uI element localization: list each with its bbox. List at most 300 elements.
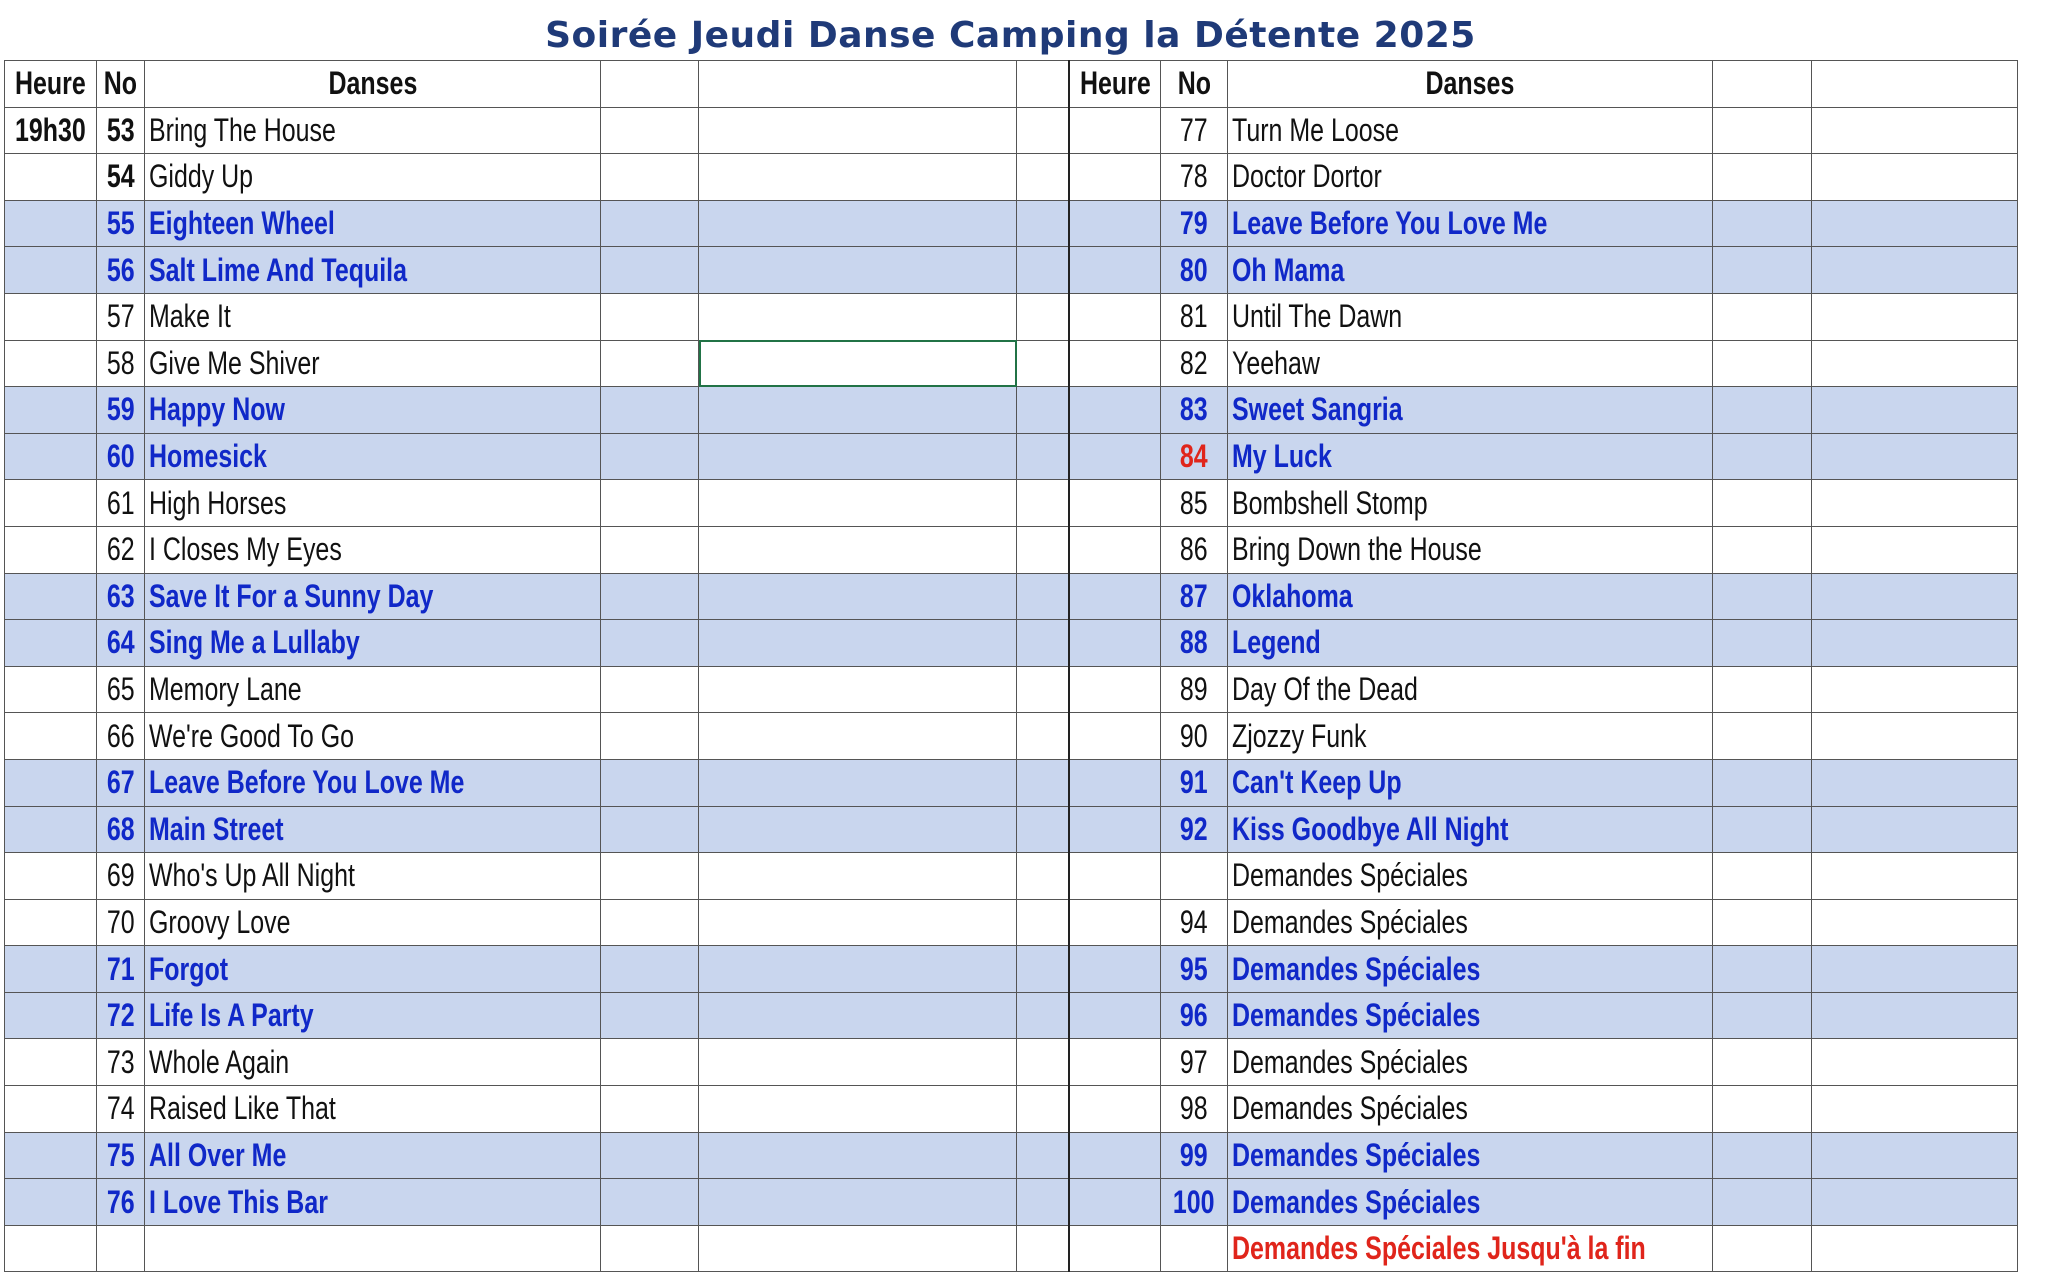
heure-cell-right[interactable] xyxy=(1069,433,1161,480)
number-cell-right[interactable] xyxy=(1161,480,1228,527)
dance-cell[interactable] xyxy=(145,573,601,620)
empty-cell[interactable] xyxy=(1017,713,1069,760)
dance-cell-right-text: Bombshell Stomp xyxy=(1232,484,1428,521)
empty-cell[interactable] xyxy=(601,1225,699,1272)
empty-cell[interactable] xyxy=(699,666,1017,713)
number-cell-right[interactable] xyxy=(1161,340,1228,387)
number-cell[interactable] xyxy=(97,154,145,201)
empty-cell[interactable] xyxy=(1713,1132,1812,1179)
dance-cell-right[interactable] xyxy=(1228,200,1713,247)
empty-cell[interactable] xyxy=(1713,713,1812,760)
heure-cell-right[interactable] xyxy=(1069,666,1161,713)
heure-cell-right[interactable] xyxy=(1069,573,1161,620)
dance-cell[interactable] xyxy=(145,154,601,201)
number-cell[interactable] xyxy=(97,1225,145,1272)
heure-cell[interactable] xyxy=(5,573,97,620)
header-empty-cell[interactable] xyxy=(699,61,1017,108)
empty-cell[interactable] xyxy=(1017,387,1069,434)
header-empty-cell[interactable] xyxy=(1812,61,2018,108)
empty-cell[interactable] xyxy=(1812,713,2018,760)
empty-cell[interactable] xyxy=(1017,899,1069,946)
number-cell[interactable] xyxy=(97,293,145,340)
number-cell[interactable] xyxy=(97,713,145,760)
dance-cell[interactable] xyxy=(145,293,601,340)
heure-cell-right[interactable] xyxy=(1069,992,1161,1039)
heure-cell-right[interactable] xyxy=(1069,620,1161,667)
empty-cell[interactable] xyxy=(601,620,699,667)
number-cell[interactable] xyxy=(97,387,145,434)
empty-cell[interactable] xyxy=(1812,526,2018,573)
empty-cell[interactable] xyxy=(601,1086,699,1133)
heure-cell-right[interactable] xyxy=(1069,107,1161,154)
header-danses-right[interactable]: Danses xyxy=(1228,61,1713,108)
empty-cell[interactable] xyxy=(601,666,699,713)
empty-cell[interactable] xyxy=(1017,759,1069,806)
heure-cell-right[interactable] xyxy=(1069,387,1161,434)
heure-cell-right[interactable] xyxy=(1069,1132,1161,1179)
dance-cell[interactable] xyxy=(145,713,601,760)
heure-cell-right[interactable] xyxy=(1069,806,1161,853)
empty-cell[interactable] xyxy=(1713,806,1812,853)
empty-cell[interactable] xyxy=(601,526,699,573)
heure-cell[interactable] xyxy=(5,992,97,1039)
heure-cell-right[interactable] xyxy=(1069,899,1161,946)
header-no[interactable]: No xyxy=(97,61,145,108)
empty-cell[interactable] xyxy=(699,154,1017,201)
empty-cell[interactable] xyxy=(699,387,1017,434)
heure-cell-right[interactable] xyxy=(1069,713,1161,760)
dance-cell-right-text: Oklahoma xyxy=(1232,577,1353,614)
dance-cell[interactable] xyxy=(145,200,601,247)
empty-cell[interactable] xyxy=(1713,1225,1812,1272)
dance-cell[interactable] xyxy=(145,620,601,667)
empty-cell[interactable] xyxy=(601,387,699,434)
empty-cell[interactable] xyxy=(601,992,699,1039)
empty-cell[interactable] xyxy=(1017,1179,1069,1226)
empty-cell[interactable] xyxy=(1017,806,1069,853)
empty-cell[interactable] xyxy=(601,1132,699,1179)
empty-cell[interactable] xyxy=(1017,154,1069,201)
dance-cell[interactable] xyxy=(145,1132,601,1179)
dance-cell[interactable] xyxy=(145,340,601,387)
dance-cell-right[interactable] xyxy=(1228,992,1713,1039)
dance-cell[interactable] xyxy=(145,946,601,993)
heure-cell-right[interactable] xyxy=(1069,946,1161,993)
empty-cell[interactable] xyxy=(601,154,699,201)
empty-cell[interactable] xyxy=(1812,573,2018,620)
heure-cell[interactable] xyxy=(5,806,97,853)
table-row xyxy=(5,107,2018,154)
empty-cell[interactable] xyxy=(1713,1086,1812,1133)
number-cell-right[interactable] xyxy=(1161,713,1228,760)
empty-cell[interactable] xyxy=(1713,200,1812,247)
empty-cell[interactable] xyxy=(1017,433,1069,480)
empty-cell[interactable] xyxy=(1713,293,1812,340)
number-cell-right[interactable] xyxy=(1161,853,1228,900)
number-cell-right[interactable] xyxy=(1161,387,1228,434)
number-cell[interactable] xyxy=(97,992,145,1039)
empty-cell[interactable] xyxy=(699,293,1017,340)
number-cell[interactable] xyxy=(97,107,145,154)
number-cell-right-text: 89 xyxy=(1180,671,1208,708)
empty-cell[interactable] xyxy=(1017,573,1069,620)
empty-cell[interactable] xyxy=(1812,387,2018,434)
empty-cell[interactable] xyxy=(601,340,699,387)
empty-cell[interactable] xyxy=(699,480,1017,527)
dance-cell[interactable] xyxy=(145,480,601,527)
heure-cell-right[interactable] xyxy=(1069,1179,1161,1226)
empty-cell[interactable] xyxy=(601,1039,699,1086)
dance-cell[interactable] xyxy=(145,899,601,946)
number-cell-right[interactable] xyxy=(1161,946,1228,993)
number-cell-right[interactable] xyxy=(1161,1225,1228,1272)
dance-cell-text: Main Street xyxy=(149,810,284,847)
empty-cell[interactable] xyxy=(1812,759,2018,806)
dance-cell-right[interactable] xyxy=(1228,759,1713,806)
heure-cell[interactable] xyxy=(5,666,97,713)
empty-cell[interactable] xyxy=(601,759,699,806)
number-cell-right-text: 96 xyxy=(1180,997,1208,1034)
empty-cell[interactable] xyxy=(699,200,1017,247)
dance-cell-right-text: Oh Mama xyxy=(1232,251,1345,288)
number-cell[interactable] xyxy=(97,480,145,527)
heure-cell-right[interactable] xyxy=(1069,340,1161,387)
heure-cell[interactable] xyxy=(5,107,97,154)
dance-cell-right[interactable] xyxy=(1228,713,1713,760)
number-cell-right[interactable] xyxy=(1161,992,1228,1039)
dance-cell-right[interactable] xyxy=(1228,293,1713,340)
heure-cell[interactable] xyxy=(5,1225,97,1272)
number-cell-right[interactable] xyxy=(1161,200,1228,247)
number-cell-right[interactable] xyxy=(1161,899,1228,946)
number-cell-right[interactable] xyxy=(1161,154,1228,201)
empty-cell[interactable] xyxy=(1812,340,2018,387)
heure-cell[interactable] xyxy=(5,480,97,527)
dance-cell-right[interactable] xyxy=(1228,526,1713,573)
empty-cell[interactable] xyxy=(601,946,699,993)
dance-cell[interactable] xyxy=(145,853,601,900)
empty-cell[interactable] xyxy=(1812,666,2018,713)
dance-cell-right[interactable] xyxy=(1228,899,1713,946)
dance-cell[interactable] xyxy=(145,806,601,853)
dance-cell-right[interactable] xyxy=(1228,154,1713,201)
empty-cell[interactable] xyxy=(601,713,699,760)
empty-cell[interactable] xyxy=(1017,1086,1069,1133)
heure-cell[interactable] xyxy=(5,713,97,760)
table-row xyxy=(5,247,2018,294)
heure-cell[interactable] xyxy=(5,1132,97,1179)
empty-cell[interactable] xyxy=(699,1179,1017,1226)
number-cell[interactable] xyxy=(97,433,145,480)
dance-cell-right[interactable] xyxy=(1228,1039,1713,1086)
empty-cell[interactable] xyxy=(1812,293,2018,340)
empty-cell[interactable] xyxy=(1017,992,1069,1039)
empty-cell[interactable] xyxy=(1812,806,2018,853)
empty-cell[interactable] xyxy=(1017,1132,1069,1179)
heure-cell[interactable] xyxy=(5,759,97,806)
dance-cell-right[interactable] xyxy=(1228,806,1713,853)
dance-cell-right[interactable] xyxy=(1228,946,1713,993)
number-cell[interactable] xyxy=(97,340,145,387)
dance-cell-text: We're Good To Go xyxy=(149,717,355,754)
dance-cell-right[interactable] xyxy=(1228,387,1713,434)
empty-cell[interactable] xyxy=(601,853,699,900)
empty-cell[interactable] xyxy=(1812,433,2018,480)
empty-cell[interactable] xyxy=(601,107,699,154)
empty-cell[interactable] xyxy=(699,1086,1017,1133)
heure-cell[interactable] xyxy=(5,1039,97,1086)
number-cell[interactable] xyxy=(97,759,145,806)
number-cell[interactable] xyxy=(97,200,145,247)
number-cell[interactable] xyxy=(97,1086,145,1133)
empty-cell[interactable] xyxy=(1713,480,1812,527)
dance-cell[interactable] xyxy=(145,992,601,1039)
empty-cell[interactable] xyxy=(1017,666,1069,713)
empty-cell[interactable] xyxy=(699,573,1017,620)
empty-cell[interactable] xyxy=(699,620,1017,667)
empty-cell[interactable] xyxy=(1812,1179,2018,1226)
empty-cell[interactable] xyxy=(699,247,1017,294)
empty-cell[interactable] xyxy=(1713,853,1812,900)
number-cell[interactable] xyxy=(97,620,145,667)
heure-cell-right[interactable] xyxy=(1069,1086,1161,1133)
number-cell[interactable] xyxy=(97,1179,145,1226)
empty-cell[interactable] xyxy=(1713,526,1812,573)
heure-cell[interactable] xyxy=(5,293,97,340)
number-cell-right[interactable] xyxy=(1161,247,1228,294)
heure-cell[interactable] xyxy=(5,946,97,993)
spreadsheet xyxy=(4,0,2017,1280)
number-cell-right[interactable] xyxy=(1161,433,1228,480)
empty-cell[interactable] xyxy=(1017,853,1069,900)
heure-cell[interactable] xyxy=(5,200,97,247)
empty-cell[interactable] xyxy=(1713,107,1812,154)
empty-cell[interactable] xyxy=(601,433,699,480)
empty-cell[interactable] xyxy=(699,806,1017,853)
number-cell-right[interactable] xyxy=(1161,293,1228,340)
empty-cell[interactable] xyxy=(1812,480,2018,527)
empty-cell[interactable] xyxy=(1812,107,2018,154)
heure-cell-right[interactable] xyxy=(1069,1039,1161,1086)
empty-cell[interactable] xyxy=(1017,200,1069,247)
dance-cell[interactable] xyxy=(145,526,601,573)
number-cell[interactable] xyxy=(97,946,145,993)
empty-cell[interactable] xyxy=(1812,247,2018,294)
dance-cell[interactable] xyxy=(145,1179,601,1226)
empty-cell[interactable] xyxy=(601,1179,699,1226)
dance-cell-right[interactable] xyxy=(1228,573,1713,620)
empty-cell[interactable] xyxy=(1713,433,1812,480)
dance-cell[interactable] xyxy=(145,1039,601,1086)
empty-cell[interactable] xyxy=(1812,154,2018,201)
number-cell[interactable] xyxy=(97,247,145,294)
number-cell-right[interactable] xyxy=(1161,1179,1228,1226)
heure-cell-right[interactable] xyxy=(1069,526,1161,573)
number-cell-right[interactable] xyxy=(1161,759,1228,806)
selected-cell[interactable] xyxy=(699,340,1017,387)
empty-cell[interactable] xyxy=(699,1039,1017,1086)
empty-cell[interactable] xyxy=(1812,620,2018,667)
dance-cell-right[interactable] xyxy=(1228,340,1713,387)
dance-cell-right[interactable] xyxy=(1228,107,1713,154)
number-cell-right[interactable] xyxy=(1161,1086,1228,1133)
header-empty-cell[interactable] xyxy=(1713,61,1812,108)
empty-cell[interactable] xyxy=(1812,853,2018,900)
number-cell[interactable] xyxy=(97,806,145,853)
heure-cell[interactable] xyxy=(5,433,97,480)
number-cell[interactable] xyxy=(97,573,145,620)
empty-cell[interactable] xyxy=(1017,946,1069,993)
empty-cell[interactable] xyxy=(1812,946,2018,993)
number-cell-right[interactable] xyxy=(1161,666,1228,713)
dance-cell[interactable] xyxy=(145,759,601,806)
empty-cell[interactable] xyxy=(1017,247,1069,294)
empty-cell[interactable] xyxy=(699,107,1017,154)
empty-cell[interactable] xyxy=(601,293,699,340)
empty-cell[interactable] xyxy=(1017,620,1069,667)
heure-cell-right[interactable] xyxy=(1069,247,1161,294)
empty-cell[interactable] xyxy=(1713,666,1812,713)
dance-cell-right[interactable] xyxy=(1228,1179,1713,1226)
empty-cell[interactable] xyxy=(1812,992,2018,1039)
dance-cell[interactable] xyxy=(145,1086,601,1133)
empty-cell[interactable] xyxy=(1713,573,1812,620)
number-cell[interactable] xyxy=(97,853,145,900)
empty-cell[interactable] xyxy=(601,247,699,294)
empty-cell[interactable] xyxy=(699,526,1017,573)
dance-cell-right[interactable] xyxy=(1228,666,1713,713)
number-cell-right[interactable] xyxy=(1161,806,1228,853)
dance-cell[interactable] xyxy=(145,387,601,434)
heure-cell[interactable] xyxy=(5,1179,97,1226)
header-heure[interactable]: Heure xyxy=(5,61,97,108)
empty-cell[interactable] xyxy=(1017,1225,1069,1272)
number-cell-right[interactable] xyxy=(1161,620,1228,667)
table-row xyxy=(5,806,2018,853)
empty-cell[interactable] xyxy=(699,1225,1017,1272)
empty-cell[interactable] xyxy=(1713,899,1812,946)
dance-cell-right[interactable] xyxy=(1228,620,1713,667)
empty-cell[interactable] xyxy=(1713,759,1812,806)
dance-cell[interactable] xyxy=(145,433,601,480)
dance-cell[interactable] xyxy=(145,1225,601,1272)
number-cell-right[interactable] xyxy=(1161,526,1228,573)
dance-cell-right[interactable] xyxy=(1228,433,1713,480)
dance-cell[interactable] xyxy=(145,247,601,294)
empty-cell[interactable] xyxy=(699,992,1017,1039)
dance-cell-right[interactable] xyxy=(1228,480,1713,527)
heure-cell-right[interactable] xyxy=(1069,853,1161,900)
empty-cell[interactable] xyxy=(601,480,699,527)
empty-cell[interactable] xyxy=(1713,154,1812,201)
heure-cell[interactable] xyxy=(5,247,97,294)
header-empty-cell[interactable] xyxy=(1017,61,1069,108)
empty-cell[interactable] xyxy=(1812,1132,2018,1179)
dance-cell[interactable] xyxy=(145,107,601,154)
empty-cell[interactable] xyxy=(1017,480,1069,527)
empty-cell[interactable] xyxy=(699,853,1017,900)
heure-cell[interactable] xyxy=(5,387,97,434)
empty-cell[interactable] xyxy=(1812,1086,2018,1133)
empty-cell[interactable] xyxy=(1713,340,1812,387)
heure-cell-right[interactable] xyxy=(1069,154,1161,201)
empty-cell[interactable] xyxy=(1812,899,2018,946)
dance-cell-right[interactable] xyxy=(1228,1132,1713,1179)
empty-cell[interactable] xyxy=(1713,620,1812,667)
number-cell[interactable] xyxy=(97,1132,145,1179)
header-no-right[interactable]: No xyxy=(1161,61,1228,108)
empty-cell[interactable] xyxy=(1812,1039,2018,1086)
heure-cell-right[interactable] xyxy=(1069,1225,1161,1272)
empty-cell[interactable] xyxy=(1713,387,1812,434)
number-cell[interactable] xyxy=(97,899,145,946)
empty-cell[interactable] xyxy=(1713,992,1812,1039)
heure-cell-right[interactable] xyxy=(1069,480,1161,527)
empty-cell[interactable] xyxy=(1017,293,1069,340)
number-cell-right[interactable] xyxy=(1161,107,1228,154)
header-heure-right[interactable]: Heure xyxy=(1069,61,1161,108)
dance-cell-right[interactable] xyxy=(1228,853,1713,900)
number-cell-right[interactable] xyxy=(1161,573,1228,620)
empty-cell[interactable] xyxy=(601,806,699,853)
number-cell-text: 75 xyxy=(106,1136,135,1173)
empty-cell[interactable] xyxy=(601,899,699,946)
heure-cell[interactable] xyxy=(5,899,97,946)
empty-cell[interactable] xyxy=(699,1132,1017,1179)
dance-cell[interactable] xyxy=(145,666,601,713)
empty-cell[interactable] xyxy=(1017,526,1069,573)
number-cell[interactable] xyxy=(97,1039,145,1086)
number-cell-right[interactable] xyxy=(1161,1132,1228,1179)
empty-cell[interactable] xyxy=(601,573,699,620)
empty-cell[interactable] xyxy=(699,713,1017,760)
dance-cell-right[interactable] xyxy=(1228,1086,1713,1133)
number-cell[interactable] xyxy=(97,666,145,713)
empty-cell[interactable] xyxy=(1017,340,1069,387)
empty-cell[interactable] xyxy=(1812,200,2018,247)
number-cell-text: 60 xyxy=(106,438,135,475)
dance-cell-right[interactable] xyxy=(1228,1225,1713,1272)
heure-cell-right[interactable] xyxy=(1069,200,1161,247)
heure-cell-right[interactable] xyxy=(1069,759,1161,806)
heure-cell-right[interactable] xyxy=(1069,293,1161,340)
heure-cell[interactable] xyxy=(5,853,97,900)
empty-cell[interactable] xyxy=(699,899,1017,946)
empty-cell[interactable] xyxy=(699,946,1017,993)
heure-cell[interactable] xyxy=(5,1086,97,1133)
empty-cell[interactable] xyxy=(601,200,699,247)
header-danses[interactable]: Danses xyxy=(145,61,601,108)
number-cell[interactable] xyxy=(97,526,145,573)
table-row xyxy=(5,946,2018,993)
number-cell-right[interactable] xyxy=(1161,1039,1228,1086)
empty-cell[interactable] xyxy=(1713,946,1812,993)
dance-cell-right[interactable] xyxy=(1228,247,1713,294)
header-empty-cell[interactable] xyxy=(601,61,699,108)
empty-cell[interactable] xyxy=(1713,1039,1812,1086)
heure-cell[interactable] xyxy=(5,154,97,201)
empty-cell[interactable] xyxy=(699,433,1017,480)
heure-cell[interactable] xyxy=(5,340,97,387)
empty-cell[interactable] xyxy=(1812,1225,2018,1272)
empty-cell[interactable] xyxy=(1713,1179,1812,1226)
empty-cell[interactable] xyxy=(1017,1039,1069,1086)
heure-cell[interactable] xyxy=(5,526,97,573)
heure-cell[interactable] xyxy=(5,620,97,667)
empty-cell[interactable] xyxy=(699,759,1017,806)
empty-cell[interactable] xyxy=(1713,247,1812,294)
empty-cell[interactable] xyxy=(1017,107,1069,154)
